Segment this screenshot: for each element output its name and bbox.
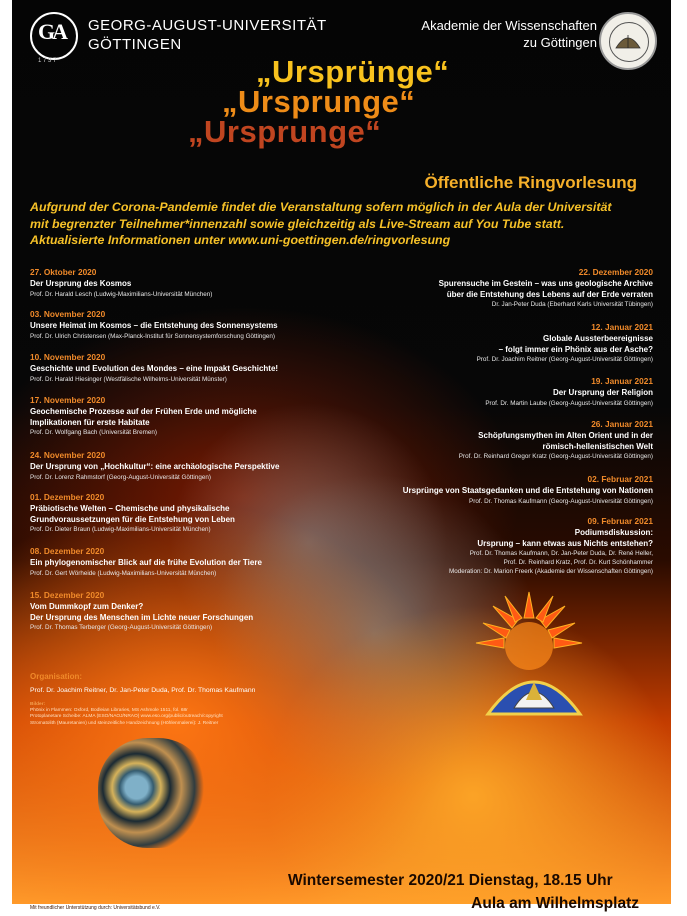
academy-seal-icon [599, 12, 657, 70]
notice-line1: Aufgrund der Corona-Pandemie findet die Veranstaltung sofern möglich in der Aula der Universität [30, 200, 612, 214]
lecture-speaker: Prof. Dr. Joachim Reitner (Georg-August-Universität Göttingen) [476, 356, 653, 363]
lecture-title: Podiumsdiskussion: Ursprung – kann etwas aus Nichts entstehen? [477, 528, 653, 548]
stromatolite-image [98, 738, 208, 848]
lecture-item [30, 395, 330, 437]
lecture-item [30, 309, 330, 341]
lecture-item [323, 516, 653, 576]
university-logo-mark: GA [38, 19, 65, 44]
organisation-names: Prof. Dr. Joachim Reitner, Dr. Jan-Peter Duda, Prof. Dr. Thomas Kaufmann [30, 687, 256, 694]
lecture-item [30, 492, 330, 534]
lecture-speaker: Prof. Dr. Martin Laube (Georg-August-Universität Göttingen) [485, 399, 653, 407]
lecture-date: 17. November 2020 [30, 395, 106, 405]
image-credit-line: Phönix in Flammen: Oxford, Bodleian Libraries, MS Ashmole 1511, fol. 68r [30, 708, 188, 714]
subtitle: Öffentliche Ringvorlesung [424, 173, 637, 192]
lecture-title: Der Ursprung der Religion [552, 388, 653, 397]
semester-info: Wintersemester 2020/21 Dienstag, 18.15 Uhr [288, 872, 613, 889]
lecture-title: Globale Aussterbeereignisse – folgt immer ein Phönix aus der Asche? [498, 334, 653, 354]
lecture-date: 12. Januar 2021 [591, 322, 653, 332]
academy-name-line1: Akademie der Wissenschaften [421, 18, 597, 33]
lecture-title: Geochemische Prozesse auf der Frühen Erde und mögliche Implikationen für erste Habitate [30, 407, 257, 427]
lecture-speaker: Dr. Jan-Peter Duda (Eberhard Karls Universität Tübingen) [491, 301, 653, 308]
lecture-speaker: Prof. Dr. Thomas Kaufmann (Georg-August-Universität Göttingen) [469, 497, 653, 505]
lecture-item [323, 419, 653, 461]
lecture-speaker: Prof. Dr. Dieter Braun (Ludwig-Maximilians-Universität München) [30, 526, 211, 533]
lecture-date: 02. Februar 2021 [587, 474, 653, 484]
notice-line3: Aktualisierte Informationen unter www.uni-goettingen.de/ringvorlesung [30, 233, 451, 247]
lecture-moderation: Moderation: Dr. Marion Freerk (Akademie der Wissenschaften Göttingen) [448, 568, 653, 575]
university-logo-year: 1 7 3 7 [38, 58, 57, 64]
image-credits [30, 702, 330, 727]
lecture-date: 01. Dezember 2020 [30, 492, 105, 502]
lecture-speaker: Prof. Dr. Wolfgang Bach (Universität Bremen) [30, 429, 157, 436]
image-credit-line: Stromatolith (Mauretanien) und steinzeitliche Handzeichnung (Höhlenmalerei): J. Reitner [30, 720, 219, 726]
notice-line2: mit begrenzter Teilnehmer*innenzahl sowie gleichzeitig als Live-Stream auf You Tube statt. [30, 216, 565, 231]
title-line2: „Ursprunge“ [222, 84, 416, 119]
notice [30, 199, 650, 249]
lecture-item [323, 376, 653, 408]
lecture-date: 15. Dezember 2020 [30, 590, 105, 600]
lecture-title: Der Ursprung von „Hochkultur“: eine archäologische Perspektive [30, 462, 280, 471]
university-name-line1: GEORG-AUGUST-UNIVERSITÄT [88, 17, 327, 34]
lecture-date: 09. Februar 2021 [587, 516, 653, 526]
lecture-title: Präbiotische Welten – Chemische und physikalische Grundvoraussetzungen für die Entstehung von Leben [30, 504, 235, 524]
lecture-date: 03. November 2020 [30, 309, 106, 319]
lecture-item [30, 352, 330, 384]
title-line1: „Ursprünge“ [256, 54, 450, 89]
organisation-label: Organisation: [30, 672, 83, 681]
lecture-item [30, 450, 330, 482]
lecture-speaker: Prof. Dr. Thomas Terberger (Georg-August-Universität Göttingen) [30, 624, 213, 631]
lecture-item [323, 267, 653, 309]
academy-name [421, 17, 597, 51]
lecture-speaker: Prof. Dr. Lorenz Rahmstorf (Georg-August-Universität Göttingen) [30, 473, 211, 481]
title-line3: „Ursprunge“ [188, 114, 382, 149]
lecture-speaker: Prof. Dr. Thomas Kaufmann, Dr. Jan-Peter Duda, Dr. René Heller, [469, 550, 653, 557]
lecture-title: Ursprünge von Staatsgedanken und die Entstehung von Nationen [402, 486, 653, 495]
image-credits-label: Bilder: [30, 702, 46, 707]
lecture-item [30, 590, 330, 632]
lecture-item [30, 267, 330, 299]
lecture-title: Der Ursprung des Kosmos [30, 279, 132, 288]
lecture-date: 27. Oktober 2020 [30, 267, 97, 277]
lecture-title: Geschichte und Evolution des Mondes – eine Impakt Geschichte! [30, 364, 279, 373]
university-logo [30, 12, 78, 60]
lecture-speaker: Prof. Dr. Ulrich Christensen (Max-Planck-Institut für Sonnensystemforschung Göttingen) [30, 332, 275, 340]
lecture-speaker: Prof. Dr. Gert Wörheide (Ludwig-Maximilians-Universität München) [30, 569, 217, 577]
lecture-date: 26. Januar 2021 [591, 419, 653, 429]
lecture-speaker: Prof. Dr. Harald Lesch (Ludwig-Maximilians-Universität München) [30, 290, 213, 298]
lecture-speaker: Prof. Dr. Reinhard Gregor Kratz (Georg-August-Universität Göttingen) [458, 453, 653, 460]
phoenix-emblem-icon [484, 660, 584, 720]
lecture-speaker: Prof. Dr. Harald Hiesinger (Westfälische Wilhelms-Universität Münster) [30, 375, 227, 383]
lecture-date: 10. November 2020 [30, 352, 106, 362]
lecture-item [323, 474, 653, 506]
university-name [88, 16, 327, 54]
lecture-item [30, 546, 330, 578]
lecture-title: Spurensuche im Gestein – was uns geologische Archive über die Entstehung des Lebens auf der Erde verraten [438, 279, 653, 299]
poster [12, 0, 671, 912]
academy-name-line2: zu Göttingen [523, 35, 597, 50]
lecture-title: Ein phylogenomischer Blick auf die frühe Evolution der Tiere [30, 558, 262, 567]
lecture-date: 22. Dezember 2020 [578, 267, 653, 277]
lecture-item [323, 322, 653, 364]
lecture-title: Vom Dummkopf zum Denker? Der Ursprung des Menschen im Lichte neuer Forschungen [30, 602, 254, 622]
university-name-line2: GÖTTINGEN [88, 36, 182, 53]
lecture-title: Unsere Heimat im Kosmos – die Entstehung des Sonnensystems [30, 321, 278, 330]
lecture-speaker: Prof. Dr. Reinhard Kratz, Prof. Dr. Kurt Schönhammer [503, 559, 653, 566]
sponsor-note: Mit freundlicher Unterstützung durch: Universitätsbund e.V. [30, 905, 161, 911]
lecture-date: 24. November 2020 [30, 450, 106, 460]
image-credit-line: Protoplanetare Scheibe: ALMA (ESO/NAOJ/NRAO) www.eso.org/public/outreach/copyright [30, 714, 223, 720]
lecture-date: 08. Dezember 2020 [30, 546, 105, 556]
lecture-date: 19. Januar 2021 [591, 376, 653, 386]
venue: Aula am Wilhelmsplatz [471, 895, 639, 912]
lecture-title: Schöpfungsmythen im Alten Orient und in der römisch-hellenistischen Welt [478, 431, 653, 451]
